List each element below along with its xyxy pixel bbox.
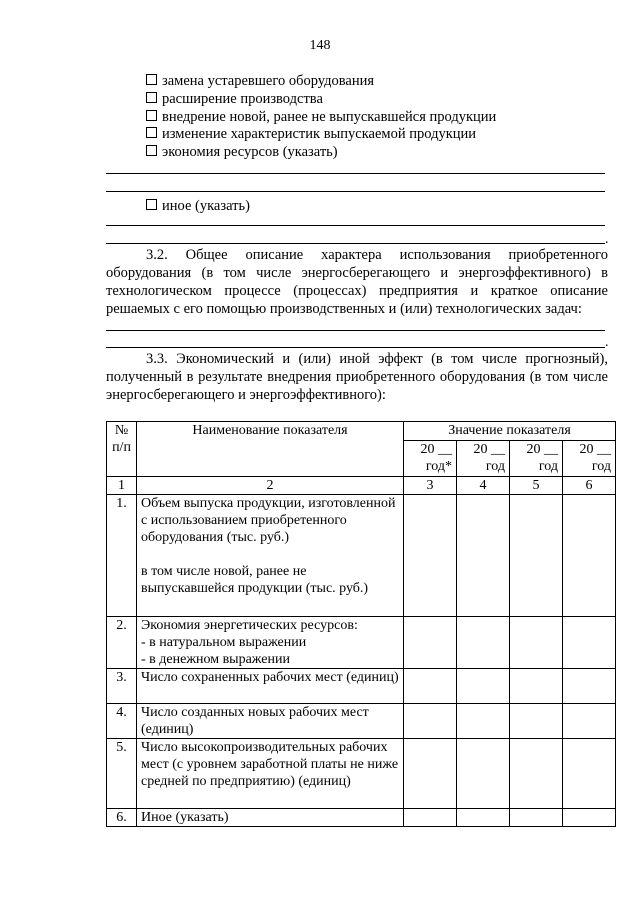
value-cell[interactable] [457, 495, 510, 617]
row-number: 6. [107, 809, 137, 827]
value-cell[interactable] [457, 669, 510, 704]
value-cell[interactable] [563, 669, 616, 704]
value-cell[interactable] [510, 669, 563, 704]
checkbox-option[interactable] [146, 109, 496, 125]
table-row [107, 704, 616, 739]
header-value: Значение показателя [404, 422, 616, 441]
row-name: Число созданных новых рабочих мест (единиц) [137, 704, 404, 739]
value-cell[interactable] [457, 739, 510, 809]
checkbox-option[interactable] [146, 91, 323, 107]
row-subitem: - в денежном выражении [141, 652, 290, 667]
row-name-cell [137, 495, 404, 617]
value-cell[interactable] [457, 617, 510, 669]
section-3-3-text: 3.3. Экономический и (или) иной эффект (в том числе прогнозный), полученный в результате внедрения приобретенного оборудования (в том числе энергосберегающего и энергоэффективного): [106, 351, 608, 403]
option-label: замена устаревшего оборудования [162, 73, 375, 89]
fill-in-line[interactable] [106, 225, 605, 226]
option-label: изменение характеристик выпускаемой продукции [162, 126, 477, 142]
table-row [107, 495, 616, 617]
table-row [107, 809, 616, 827]
value-cell[interactable] [457, 704, 510, 739]
header-name: Наименование показателя [137, 422, 404, 477]
fill-in-line[interactable] [106, 173, 605, 174]
value-cell[interactable] [404, 704, 457, 739]
value-cell[interactable] [563, 617, 616, 669]
value-cell[interactable] [404, 495, 457, 617]
value-cell[interactable] [510, 495, 563, 617]
value-cell[interactable] [404, 669, 457, 704]
value-cell[interactable] [404, 809, 457, 827]
checkbox-icon[interactable] [146, 110, 157, 121]
row-number: 4. [107, 704, 137, 739]
fill-in-line[interactable] [106, 347, 605, 348]
option-label: экономия ресурсов (указать) [162, 144, 338, 160]
checkbox-icon[interactable] [146, 199, 157, 210]
table-row [107, 617, 616, 669]
column-number: 6 [563, 477, 616, 495]
value-cell[interactable] [563, 495, 616, 617]
option-label: иное (указать) [162, 198, 250, 214]
value-cell[interactable] [404, 617, 457, 669]
table-row [107, 669, 616, 704]
checkbox-icon[interactable] [146, 145, 157, 156]
option-label: внедрение новой, ранее не выпускавшейся продукции [162, 109, 497, 125]
row-name: Число сохраненных рабочих мест (единиц) [137, 669, 404, 704]
row-name: Число высокопроизводительных рабочих мест (с уровнем заработной платы не ниже средней по предприятию) (единиц) [137, 739, 404, 809]
column-number: 5 [510, 477, 563, 495]
checkbox-option[interactable] [146, 126, 476, 142]
value-cell[interactable] [457, 809, 510, 827]
value-cell[interactable] [510, 617, 563, 669]
row-name: Объем выпуска продукции, изготовленной с использованием приобретенного оборудования (тыс. руб.) [141, 496, 396, 545]
value-cell[interactable] [510, 739, 563, 809]
value-cell[interactable] [510, 809, 563, 827]
row-name: Экономия энергетических ресурсов: [141, 618, 358, 633]
page-number: 148 [309, 38, 331, 53]
year-header: 20 __ год [510, 441, 563, 477]
fill-in-line[interactable] [106, 243, 605, 244]
row-number: 3. [107, 669, 137, 704]
checkbox-option[interactable] [146, 73, 374, 89]
value-cell[interactable] [404, 739, 457, 809]
value-cell[interactable] [563, 704, 616, 739]
checkbox-icon[interactable] [146, 92, 157, 103]
end-dot: . [605, 232, 609, 247]
checkbox-icon[interactable] [146, 74, 157, 85]
checkbox-icon[interactable] [146, 127, 157, 138]
column-number: 2 [137, 477, 404, 495]
column-number: 1 [107, 477, 137, 495]
option-label: расширение производства [162, 91, 323, 107]
checkbox-option-other[interactable] [146, 198, 250, 214]
checkbox-option[interactable] [146, 144, 338, 160]
row-subitem: - в натуральном выражении [141, 635, 307, 650]
year-header: 20 __ год [563, 441, 616, 477]
column-number: 4 [457, 477, 510, 495]
fill-in-line[interactable] [106, 330, 605, 331]
value-cell[interactable] [563, 739, 616, 809]
row-name: Иное (указать) [137, 809, 404, 827]
indicators-table [106, 421, 616, 827]
value-cell[interactable] [563, 809, 616, 827]
section-3-2-text: 3.2. Общее описание характера использования приобретенного оборудования (в том числе энергосберегающего и энергоэффективного) в технологическом процессе (процессах) предприятия и краткое описание решаемых с его помощью производственных и (или) технологических задач: [106, 247, 608, 317]
header-number: № п/п [107, 422, 137, 477]
column-number: 3 [404, 477, 457, 495]
row-number: 2. [107, 617, 137, 669]
row-number: 5. [107, 739, 137, 809]
value-cell[interactable] [510, 704, 563, 739]
row-subname: в том числе новой, ранее не выпускавшейся продукции (тыс. руб.) [141, 564, 369, 596]
year-header: 20 __ год [457, 441, 510, 477]
row-number: 1. [107, 495, 137, 617]
fill-in-line[interactable] [106, 191, 605, 192]
year-header: 20 __ год* [404, 441, 457, 477]
end-dot: . [605, 335, 609, 350]
row-name-cell [137, 617, 404, 669]
table-row [107, 739, 616, 809]
